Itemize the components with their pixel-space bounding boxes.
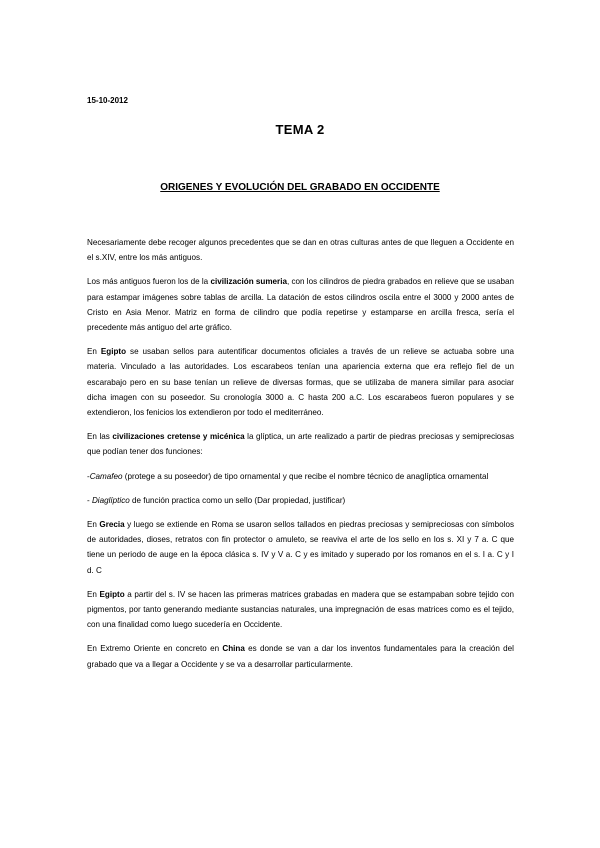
paragraph-egipto-sellos: [87, 344, 514, 420]
document-body: [87, 235, 514, 681]
text-run: -: [87, 495, 92, 505]
document-subtitle: ORIGENES Y EVOLUCIÓN DEL GRABADO EN OCCIDENTE: [160, 182, 440, 193]
bold-term: civilización sumeria: [210, 277, 287, 287]
text-run: se usaban sellos para autentificar documentos oficiales a través de un relieve se actuaba sobre una materia. Vinculado a las autoridades. Los escarabeos tenían una apariencia externa que era reflejo fiel de un escarabajo pero en su base tenían un relieve de diversas formas, que se utilizaba de manera similar para asociar dicha imagen con su poseedor. Su cronología 3000 a. C hasta 200 a.C. Los escarabeos fueron populares y se extendieron, los fenicios los extendieron por todo el mediterráneo.: [87, 347, 514, 418]
paragraph-sumeria: [87, 274, 514, 335]
text-run: En Extremo Oriente en concreto en: [87, 644, 223, 654]
text-run: y luego se extiende en Roma se usaron sellos tallados en piedras preciosas y semipreciosas con símbolos de autoridades, dioses, retratos con fin protector o amuleto, se reaviva el arte de los sello en los s. XI y 7 a. C que tiene un periodo de auge en la época clásica s. IV y V a. C y es imitado y superado por los romanos en el s. I a. C y I d. C: [87, 520, 514, 575]
paragraph-camafeo: [87, 469, 514, 484]
text-run: Los más antiguos fueron los de la: [87, 277, 211, 287]
paragraph-china: [87, 641, 514, 671]
text-run: (protege a su poseedor) de tipo ornamental y que recibe el nombre técnico de anaglíptica ornamental: [122, 471, 489, 481]
bold-term: China: [222, 644, 245, 654]
text-run: a partir del s. IV se hacen las primeras matrices grabadas en madera que se estampaban sobre tejido con pigmentos, por tanto generando mediante sustancias naturales, una impregnación de esas matrices como es el tejido, con una finalidad como luego sucedería en Occidente.: [87, 589, 514, 630]
paragraph-egipto-matrices: [87, 587, 514, 633]
bold-term: Egipto: [100, 347, 127, 357]
text-run: En: [87, 589, 100, 599]
text-run: es donde se van a dar los inventos fundamentales para la creación del grabado que va a llegar a Occidente y se va a desarrollar particularmente.: [87, 644, 514, 669]
text-run: -: [87, 471, 90, 481]
document-date: 15-10-2012: [87, 96, 128, 105]
bold-term: Egipto: [99, 589, 125, 599]
bold-term: Grecia: [99, 520, 125, 530]
text-run: En las: [87, 432, 113, 442]
text-run: la glíptica, un arte realizado a partir de piedras preciosas y semipreciosas que podían tener dos funciones:: [87, 432, 515, 457]
italic-term: Diaglíptico: [91, 495, 130, 505]
text-run: , con los cilindros de piedra grabados en relieve que se usaban para estampar imágenes sobre tablas de arcilla. La datación de estos cilindros oscila entre el 3000 y 2000 antes de Cristo en Asia Menor. Matriz en forma de cilindro que podía repetirse y estamparse en arcilla fresca, sería el precedente más antiguo del arte gráfico.: [87, 277, 514, 333]
paragraph-diagliptico: [87, 493, 514, 508]
text-run: En: [87, 347, 101, 357]
text-run: de función practica como un sello (Dar propiedad, justificar): [129, 495, 346, 505]
text-run: En: [87, 520, 100, 530]
document-title: TEMA 2: [275, 122, 325, 137]
bold-term: civilizaciones cretense y micénica: [112, 432, 245, 442]
paragraph-intro: Necesariamente debe recoger algunos precedentes que se dan en otras culturas antes de que lleguen a Occidente en el s.XIV, entre los más antiguos.: [87, 238, 514, 263]
paragraph-cretense-micenica: [87, 429, 514, 459]
italic-term: Camafeo: [89, 471, 123, 481]
paragraph-grecia: [87, 517, 514, 578]
